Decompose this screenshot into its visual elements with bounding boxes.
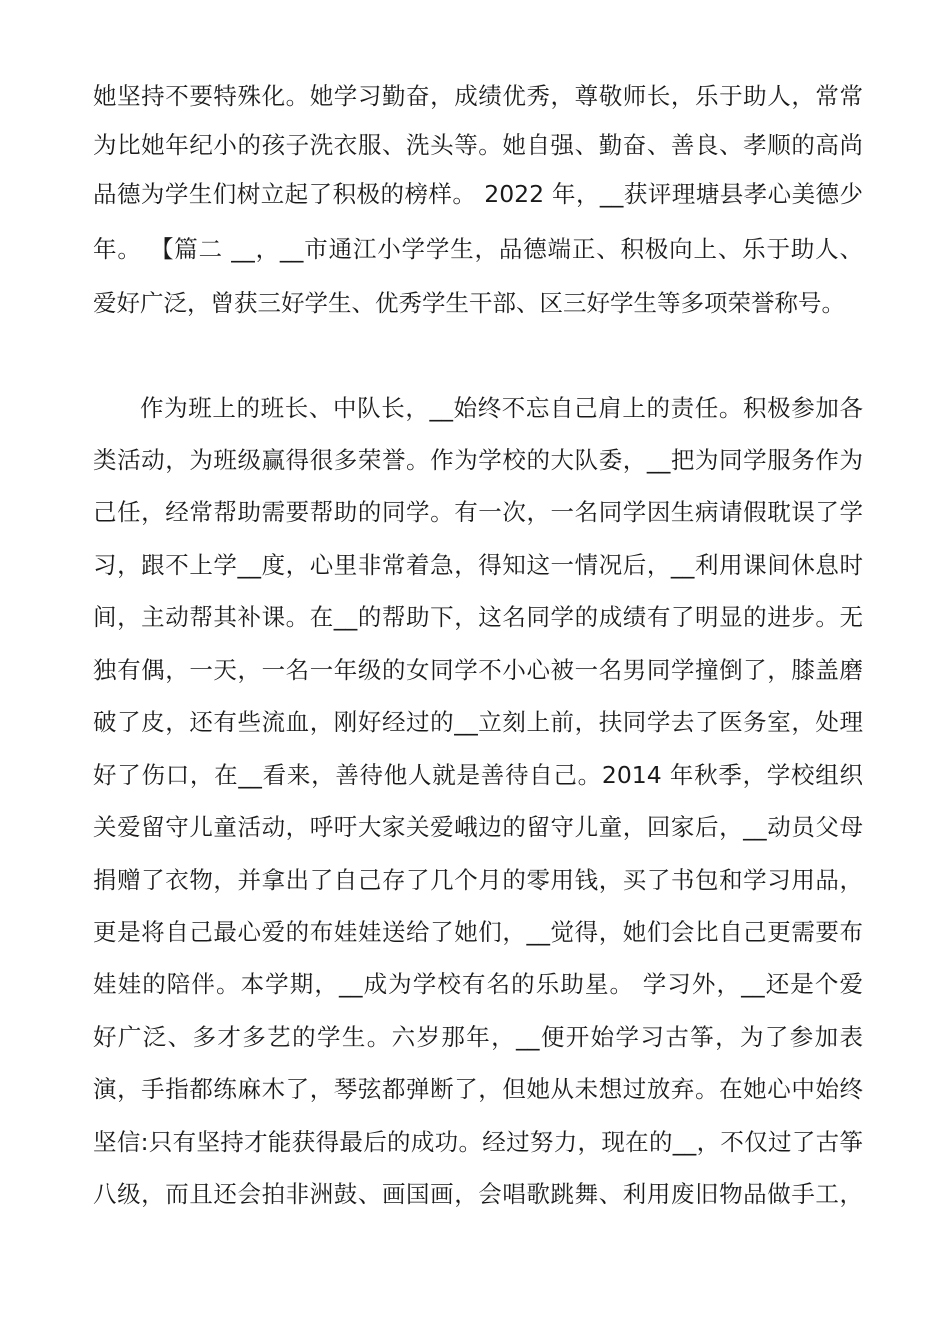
paragraph-1-line-5: 爱好广泛，曾获三好学生、优秀学生干部、区三好学生等多项荣誉称号。 <box>93 289 845 317</box>
paragraph-2-line-4: 习，跟不上学__度，心里非常着急，得知这一情况后，__利用课间休息时 <box>93 551 863 579</box>
paragraph-2-line-6: 独有偶，一天，一名一年级的女同学不小心被一名男同学撞倒了，膝盖磨 <box>93 656 863 684</box>
paragraph-2-line-13: 好广泛、多才多艺的学生。六岁那年，__便开始学习古筝，为了参加表 <box>93 1023 863 1051</box>
paragraph-2-line-9: 关爱留守儿童活动，呼吁大家关爱峨边的留守儿童，回家后，__动员父母 <box>93 813 863 841</box>
paragraph-2-line-1: 作为班上的班长、中队长，__始终不忘自己肩上的责任。积极参加各 <box>140 394 863 422</box>
paragraph-1-line-1: 她坚持不要特殊化。她学习勤奋，成绩优秀，尊敬师长，乐于助人，常常 <box>93 82 863 110</box>
paragraph-2-line-16: 八级，而且还会拍非洲鼓、画国画，会唱歌跳舞、利用废旧物品做手工， <box>93 1180 863 1208</box>
paragraph-2-line-10: 捐赠了衣物，并拿出了自己存了几个月的零用钱，买了书包和学习用品， <box>93 866 863 894</box>
paragraph-2-line-3: 己任，经常帮助需要帮助的同学。有一次，一名同学因生病请假耽误了学 <box>93 498 863 526</box>
paragraph-2-line-12: 娃娃的陪伴。本学期，__成为学校有名的乐助星。 学习外，__还是个爱 <box>93 970 863 998</box>
paragraph-1-line-3: 品德为学生们树立起了积极的榜样。 2022 年，__获评理塘县孝心美德少 <box>93 180 863 208</box>
paragraph-1-line-4: 年。 【篇二 __，__市通江小学学生，品德端正、积极向上、乐于助人、 <box>93 235 863 263</box>
paragraph-2-line-2: 类活动，为班级赢得很多荣誉。作为学校的大队委，__把为同学服务作为 <box>93 446 863 474</box>
paragraph-1-line-2: 为比她年纪小的孩子洗衣服、洗头等。她自强、勤奋、善良、孝顺的高尚 <box>93 131 863 159</box>
paragraph-2-line-5: 间，主动帮其补课。在__的帮助下，这名同学的成绩有了明显的进步。无 <box>93 603 863 631</box>
paragraph-2-line-8: 好了伤口，在__看来，善待他人就是善待自己。2014 年秋季，学校组织 <box>93 761 863 789</box>
paragraph-2-line-7: 破了皮，还有些流血，刚好经过的__立刻上前，扶同学去了医务室，处理 <box>93 708 863 736</box>
paragraph-2-line-14: 演，手指都练麻木了，琴弦都弹断了，但她从未想过放弃。在她心中始终 <box>93 1075 863 1103</box>
paragraph-2-line-15: 坚信:只有坚持才能获得最后的成功。经过努力，现在的__，不仅过了古筝 <box>93 1128 863 1156</box>
paragraph-2-line-11: 更是将自己最心爱的布娃娃送给了她们，__觉得，她们会比自己更需要布 <box>93 918 863 946</box>
